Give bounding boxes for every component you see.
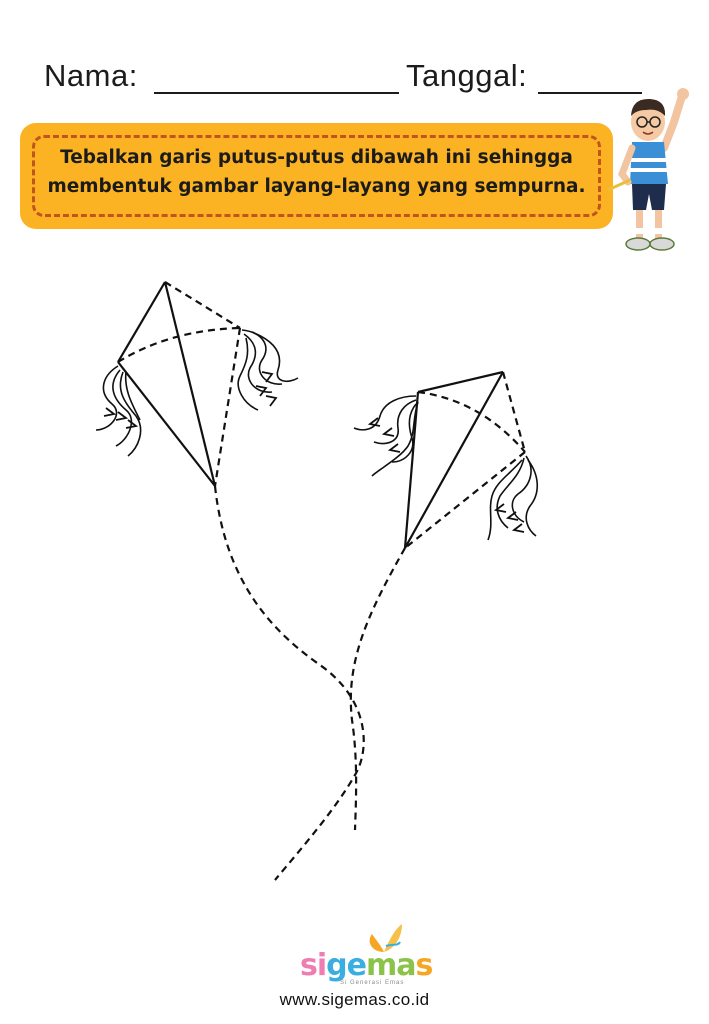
instruction-line-1: Tebalkan garis putus-putus dibawah ini sehingga xyxy=(60,147,573,168)
right-kite-edge xyxy=(405,392,418,548)
tassel-group xyxy=(96,330,537,540)
left-kite-string xyxy=(215,486,364,880)
left-kite-dashed-edge xyxy=(165,282,240,328)
instruction-line-2: membentuk gambar layang-layang yang sempurna. xyxy=(47,176,586,197)
instruction-text xyxy=(35,143,598,201)
website-url[interactable]: www.sigemas.co.id xyxy=(279,990,430,1009)
kites-tracing-figure xyxy=(0,260,709,900)
right-kite-spine xyxy=(405,372,503,548)
right-kite xyxy=(405,372,525,548)
right-kite-edge xyxy=(418,372,503,392)
sigemas-logo xyxy=(290,920,433,990)
logo-wordmark: sigemas xyxy=(300,948,433,983)
left-kite xyxy=(118,282,240,486)
date-label: Tanggal: xyxy=(406,58,528,93)
right-kite-right-tassel xyxy=(488,456,537,540)
right-kite-bow xyxy=(418,392,525,452)
instruction-dashed-border xyxy=(32,135,601,217)
name-input-line[interactable] xyxy=(154,92,399,94)
left-kite-right-tassel xyxy=(238,330,298,410)
left-kite-dashed-edge xyxy=(215,328,240,486)
header-fields xyxy=(44,58,654,104)
name-label: Nama: xyxy=(44,58,138,93)
boy-waving-icon xyxy=(602,82,702,258)
right-kite-string xyxy=(351,548,405,830)
left-kite-bow xyxy=(118,328,240,362)
left-kite-left-tassel xyxy=(96,366,141,456)
instruction-banner xyxy=(20,123,613,229)
logo-tagline: Si Generasi Emas xyxy=(340,980,405,986)
right-kite-dashed-edge xyxy=(405,452,525,548)
right-kite-left-tassel xyxy=(354,396,418,476)
